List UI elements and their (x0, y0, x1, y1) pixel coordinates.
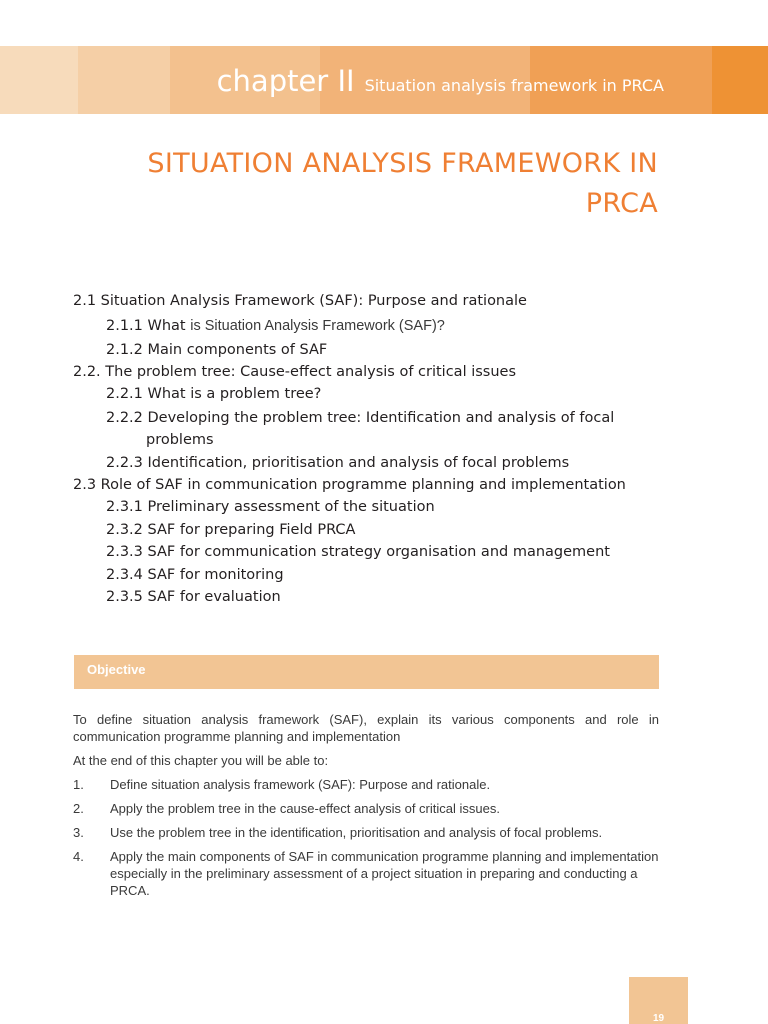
toc-item: 2.2.2 Developing the problem tree: Identification and analysis of focal (106, 410, 615, 426)
objective-label: Objective (87, 662, 146, 677)
objective-paragraph: To define situation analysis framework (SAF), explain its various components and role in communication programme planning and implementation (73, 712, 659, 744)
page-title-line: PRCA (585, 188, 658, 219)
toc-item: 2.2.3 Identification, prioritisation and analysis of focal problems (106, 455, 570, 471)
toc-item: 2.1.2 Main components of SAF (106, 342, 328, 358)
list-text: Define situation analysis framework (SAF): Purpose and rationale. (110, 777, 491, 792)
toc-item: 2.3 Role of SAF in communication programme planning and implementation (73, 477, 626, 493)
objective-bar (74, 655, 659, 689)
toc-item: 2.1 Situation Analysis Framework (SAF): Purpose and rationale (73, 293, 527, 309)
toc-item: 2.3.4 SAF for monitoring (106, 567, 284, 583)
toc-item: 2.3.5 SAF for evaluation (106, 589, 281, 605)
list-number: 4. (73, 849, 84, 864)
list-text: Apply the problem tree in the cause-effect analysis of critical issues. (110, 801, 500, 816)
chapter-label: chapter II (216, 64, 355, 98)
page-title-line: SITUATION ANALYSIS FRAMEWORK IN (147, 148, 658, 179)
chapter-subtitle: Situation analysis framework in PRCA (364, 76, 664, 95)
list-text: Apply the main components of SAF in communication programme planning and implementation especially in the preliminary assessment of a project situation in preparing and conducting a PRCA. (110, 849, 659, 898)
toc-item (106, 316, 445, 336)
chapter-heading (217, 64, 664, 98)
toc-item: 2.3.2 SAF for preparing Field PRCA (106, 522, 356, 538)
list-text: Use the problem tree in the identification, prioritisation and analysis of focal problems. (110, 825, 603, 840)
list-number: 1. (73, 777, 84, 792)
page-title (98, 144, 658, 224)
toc-item: 2.3.3 SAF for communication strategy organisation and management (106, 544, 610, 560)
banner-block (78, 46, 170, 114)
banner-block (712, 46, 768, 114)
banner-block (0, 46, 78, 114)
toc-item-continuation: problems (146, 432, 214, 448)
objective-lead: At the end of this chapter you will be able to: (73, 753, 329, 768)
page-number-tab (629, 977, 688, 1024)
toc-item: 2.3.1 Preliminary assessment of the situation (106, 499, 435, 515)
toc-item: 2.2. The problem tree: Cause-effect analysis of critical issues (73, 364, 517, 380)
toc-item: 2.2.1 What is a problem tree? (106, 386, 322, 402)
toc-item-number: 2.1.1 What (106, 318, 191, 334)
page-number: 19 (652, 1013, 665, 1024)
list-number: 2. (73, 801, 84, 816)
toc-item-text: is Situation Analysis Framework (SAF)? (190, 318, 445, 334)
list-number: 3. (73, 825, 84, 840)
